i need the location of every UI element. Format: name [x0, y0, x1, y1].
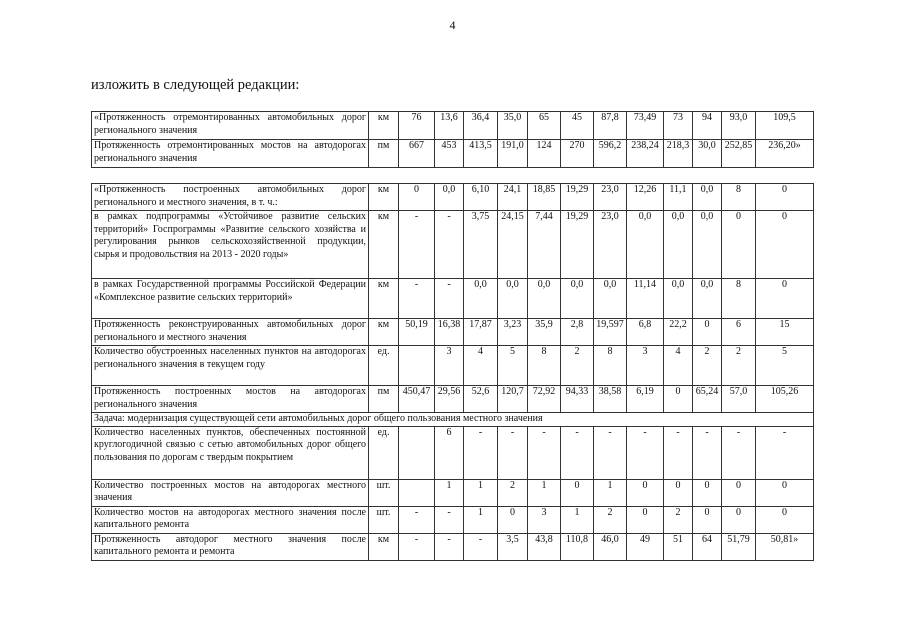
value-cell: 19,29	[561, 211, 594, 279]
value-cell: 0	[399, 184, 435, 211]
value-cell: 5	[498, 346, 528, 386]
value-cell: 24,1	[498, 184, 528, 211]
value-cell: 0,0	[498, 279, 528, 319]
unit-cell: км	[369, 211, 399, 279]
value-cell: 252,85	[722, 140, 756, 168]
unit-cell: пм	[369, 386, 399, 413]
unit-cell: км	[369, 319, 399, 346]
value-cell: 0,0	[435, 184, 464, 211]
unit-cell: ед.	[369, 426, 399, 479]
table-row	[92, 479, 814, 506]
value-cell: -	[722, 426, 756, 479]
value-cell: 46,0	[594, 533, 627, 560]
value-cell: 0,0	[464, 279, 498, 319]
value-cell: 94	[693, 112, 722, 140]
value-cell: 0	[693, 319, 722, 346]
value-cell: 30,0	[693, 140, 722, 168]
value-cell: 65	[528, 112, 561, 140]
value-cell	[399, 426, 435, 479]
value-cell: 51,79	[722, 533, 756, 560]
value-cell: 35,9	[528, 319, 561, 346]
value-cell: 0,0	[594, 279, 627, 319]
value-cell: -	[435, 211, 464, 279]
unit-cell: км	[369, 184, 399, 211]
value-cell: -	[464, 533, 498, 560]
value-cell: 73	[664, 112, 693, 140]
table-row	[92, 211, 814, 279]
value-cell: -	[664, 426, 693, 479]
value-cell: 2	[561, 346, 594, 386]
value-cell: 51	[664, 533, 693, 560]
value-cell: -	[498, 426, 528, 479]
value-cell: 0	[627, 506, 664, 533]
value-cell: 29,56	[435, 386, 464, 413]
value-cell: 413,5	[464, 140, 498, 168]
table-row	[92, 140, 814, 168]
value-cell: 0	[756, 211, 814, 279]
value-cell: 3,23	[498, 319, 528, 346]
value-cell: 0	[722, 506, 756, 533]
value-cell: 0,0	[664, 211, 693, 279]
value-cell: 8	[528, 346, 561, 386]
value-cell: 12,26	[627, 184, 664, 211]
value-cell: 1	[464, 479, 498, 506]
indicator-name-cell: «Протяженность построенных автомобильных дорог регионального и местного значения, в т. ч.:	[92, 184, 369, 211]
value-cell: -	[627, 426, 664, 479]
value-cell: 1	[464, 506, 498, 533]
value-cell: 0	[756, 184, 814, 211]
value-cell: 3,5	[498, 533, 528, 560]
value-cell: 7,44	[528, 211, 561, 279]
value-cell: 0	[627, 479, 664, 506]
indicator-table-regional-repair	[91, 111, 814, 168]
indicator-name-cell: Протяженность построенных мостов на автодорогах регионального значения	[92, 386, 369, 413]
unit-cell: шт.	[369, 506, 399, 533]
value-cell: 238,24	[627, 140, 664, 168]
table-row	[92, 506, 814, 533]
value-cell: 450,47	[399, 386, 435, 413]
value-cell: 596,2	[594, 140, 627, 168]
value-cell: 64	[693, 533, 722, 560]
value-cell: 1	[528, 479, 561, 506]
value-cell: 94,33	[561, 386, 594, 413]
value-cell: 13,6	[435, 112, 464, 140]
value-cell: 19,597	[594, 319, 627, 346]
value-cell: 1	[435, 479, 464, 506]
value-cell: 0	[722, 479, 756, 506]
value-cell: 8	[594, 346, 627, 386]
value-cell: 23,0	[594, 184, 627, 211]
value-cell: -	[399, 211, 435, 279]
unit-cell: км	[369, 279, 399, 319]
value-cell: 453	[435, 140, 464, 168]
indicator-name-cell: Протяженность отремонтированных мостов на автодорогах регионального значения	[92, 140, 369, 168]
value-cell: 0	[693, 506, 722, 533]
value-cell: 218,3	[664, 140, 693, 168]
value-cell: -	[435, 506, 464, 533]
value-cell: 3	[528, 506, 561, 533]
value-cell: 72,92	[528, 386, 561, 413]
value-cell: 65,24	[693, 386, 722, 413]
value-cell: 52,6	[464, 386, 498, 413]
value-cell: 2	[664, 506, 693, 533]
value-cell: 124	[528, 140, 561, 168]
unit-cell: пм	[369, 140, 399, 168]
page-number: 4	[449, 18, 456, 32]
value-cell: -	[435, 279, 464, 319]
value-cell: 2	[594, 506, 627, 533]
value-cell: 19,29	[561, 184, 594, 211]
indicator-name-cell: в рамках подпрограммы «Устойчивое развитие сельских территорий» Госпрограммы «Развитие сельского хозяйства и регулирования рынков сельскохозяйственной продукции, сырья и продовольствия на 2013 - 2020 годы»	[92, 211, 369, 279]
value-cell: 0	[756, 479, 814, 506]
unit-cell: ед.	[369, 346, 399, 386]
value-cell: 0	[498, 506, 528, 533]
value-cell: 0	[722, 211, 756, 279]
value-cell: -	[399, 279, 435, 319]
indicator-name-cell: Количество обустроенных населенных пунктов на автодорогах регионального значения в текущем году	[92, 346, 369, 386]
value-cell: -	[528, 426, 561, 479]
value-cell: 6,10	[464, 184, 498, 211]
table-row	[92, 346, 814, 386]
value-cell: -	[756, 426, 814, 479]
value-cell: 3	[627, 346, 664, 386]
value-cell: 110,8	[561, 533, 594, 560]
value-cell: 22,2	[664, 319, 693, 346]
value-cell: 50,81»	[756, 533, 814, 560]
unit-cell: км	[369, 533, 399, 560]
value-cell: 2,8	[561, 319, 594, 346]
task-cell: Задача: модернизация существующей сети автомобильных дорог общего пользования местного значения	[92, 413, 814, 427]
value-cell: 2	[498, 479, 528, 506]
value-cell: 667	[399, 140, 435, 168]
value-cell: 8	[722, 184, 756, 211]
value-cell: 120,7	[498, 386, 528, 413]
value-cell: 87,8	[594, 112, 627, 140]
value-cell: -	[561, 426, 594, 479]
value-cell: 5	[756, 346, 814, 386]
value-cell: 0	[664, 386, 693, 413]
unit-cell: шт.	[369, 479, 399, 506]
value-cell: 6,19	[627, 386, 664, 413]
value-cell: -	[399, 533, 435, 560]
value-cell: 24,15	[498, 211, 528, 279]
value-cell: 0,0	[561, 279, 594, 319]
table-row	[92, 426, 814, 479]
value-cell: 2	[693, 346, 722, 386]
value-cell: 0,0	[693, 184, 722, 211]
indicator-name-cell: Протяженность реконструированных автомобильных дорог регионального и местного значения	[92, 319, 369, 346]
value-cell: 0,0	[528, 279, 561, 319]
indicator-name-cell: Протяженность автодорог местного значения после капитального ремонта и ремонта	[92, 533, 369, 560]
table-row	[92, 279, 814, 319]
indicator-name-cell: «Протяженность отремонтированных автомобильных дорог регионального значения	[92, 112, 369, 140]
value-cell: 1	[594, 479, 627, 506]
value-cell: 236,20»	[756, 140, 814, 168]
value-cell: 0	[693, 479, 722, 506]
value-cell: 0	[664, 479, 693, 506]
value-cell: 0,0	[627, 211, 664, 279]
value-cell: 1	[561, 506, 594, 533]
value-cell: -	[464, 426, 498, 479]
value-cell: 270	[561, 140, 594, 168]
value-cell: 11,14	[627, 279, 664, 319]
indicator-name-cell: Количество мостов на автодорогах местного значения после капитального ремонта	[92, 506, 369, 533]
value-cell: 4	[464, 346, 498, 386]
table-row	[92, 533, 814, 560]
value-cell: -	[693, 426, 722, 479]
intro-text: изложить в следующей редакции:	[91, 77, 300, 93]
value-cell: 73,49	[627, 112, 664, 140]
table-row	[92, 319, 814, 346]
value-cell: 0,0	[693, 279, 722, 319]
value-cell: 191,0	[498, 140, 528, 168]
value-cell: 43,8	[528, 533, 561, 560]
table-row	[92, 386, 814, 413]
table-row	[92, 184, 814, 211]
value-cell: 6	[722, 319, 756, 346]
value-cell: 57,0	[722, 386, 756, 413]
value-cell: 109,5	[756, 112, 814, 140]
task-row	[92, 413, 814, 427]
value-cell: 105,26	[756, 386, 814, 413]
value-cell: 76	[399, 112, 435, 140]
value-cell: 36,4	[464, 112, 498, 140]
value-cell: 45	[561, 112, 594, 140]
value-cell: 16,38	[435, 319, 464, 346]
value-cell: 2	[722, 346, 756, 386]
indicator-name-cell: Количество построенных мостов на автодорогах местного значения	[92, 479, 369, 506]
value-cell: 35,0	[498, 112, 528, 140]
value-cell: 6,8	[627, 319, 664, 346]
value-cell: -	[594, 426, 627, 479]
value-cell: 0	[756, 506, 814, 533]
value-cell: 50,19	[399, 319, 435, 346]
value-cell: 11,1	[664, 184, 693, 211]
unit-cell: км	[369, 112, 399, 140]
value-cell: 18,85	[528, 184, 561, 211]
value-cell: 8	[722, 279, 756, 319]
value-cell: 6	[435, 426, 464, 479]
value-cell: 0,0	[693, 211, 722, 279]
value-cell: 49	[627, 533, 664, 560]
value-cell: -	[399, 506, 435, 533]
value-cell: 0	[756, 279, 814, 319]
value-cell: 0,0	[664, 279, 693, 319]
value-cell: 4	[664, 346, 693, 386]
value-cell	[399, 346, 435, 386]
value-cell: 17,87	[464, 319, 498, 346]
value-cell	[399, 479, 435, 506]
indicator-table-construction	[91, 183, 814, 561]
table-row	[92, 112, 814, 140]
value-cell: 3,75	[464, 211, 498, 279]
value-cell: 0	[561, 479, 594, 506]
value-cell: 23,0	[594, 211, 627, 279]
value-cell: 15	[756, 319, 814, 346]
value-cell: 93,0	[722, 112, 756, 140]
value-cell: 3	[435, 346, 464, 386]
value-cell: 38,58	[594, 386, 627, 413]
value-cell: -	[435, 533, 464, 560]
indicator-name-cell: Количество населенных пунктов, обеспеченных постоянной круглогодичной связью с сетью автомобильных дорог общего пользования по дорогам с твердым покрытием	[92, 426, 369, 479]
indicator-name-cell: в рамках Государственной программы Российской Федерации «Комплексное развитие сельских территорий»	[92, 279, 369, 319]
